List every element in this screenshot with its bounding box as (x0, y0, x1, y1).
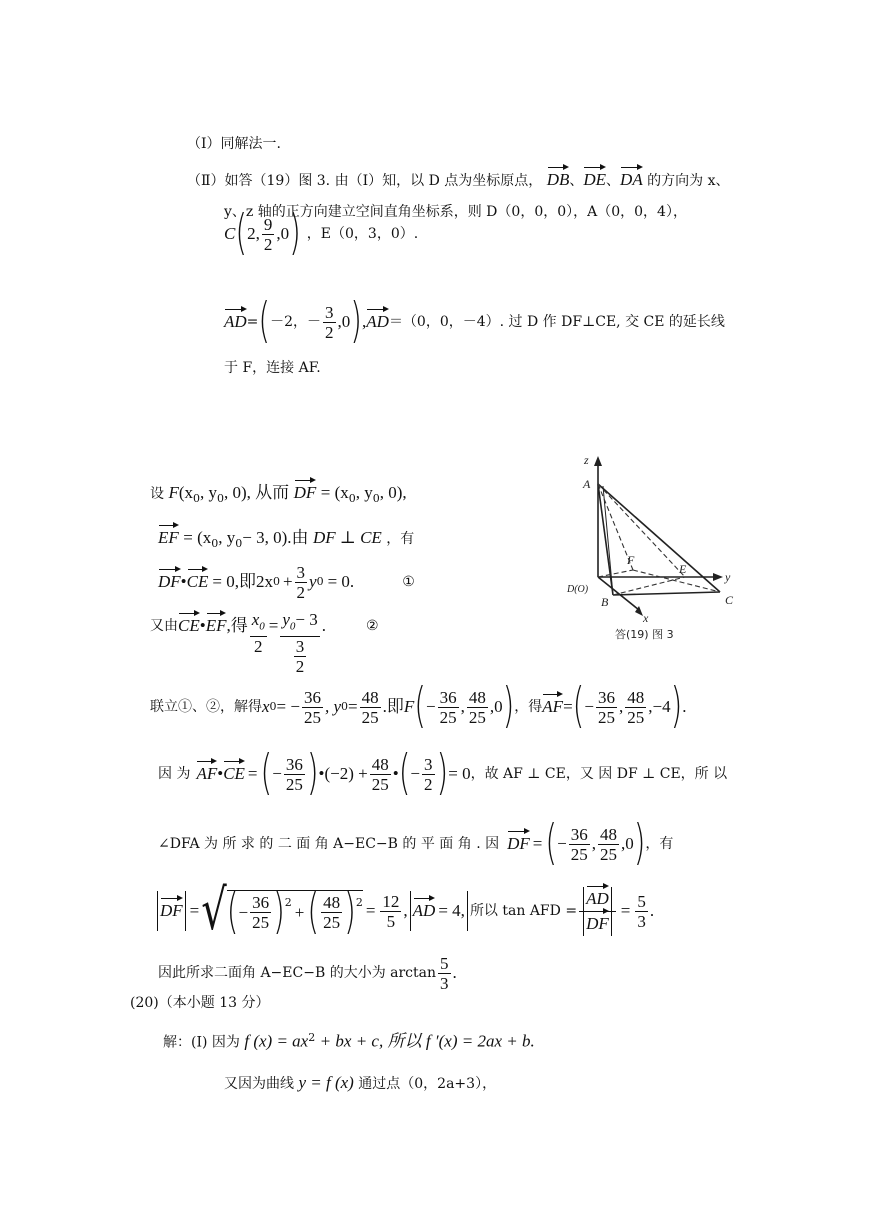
q20-title (130, 993, 269, 1013)
joint-text: ，得 (514, 699, 543, 715)
vector-df: DF (160, 901, 183, 920)
separator: 、 (606, 173, 621, 189)
denominator: 2 (263, 234, 273, 254)
marker-1: ① (402, 574, 415, 590)
joint-text: 联立①、②，解得 (150, 699, 262, 715)
vector-af: AF (542, 697, 564, 716)
equals: = (246, 314, 259, 330)
label-y: y (725, 570, 731, 584)
edge-ae (598, 484, 685, 577)
coord: ,0 (276, 224, 290, 243)
coord: －2，－ (270, 314, 322, 330)
y-arrow-icon (713, 573, 723, 581)
vector-ad: AD (412, 901, 436, 920)
part2-text: （Ⅱ）如答（19）图 3. 由（Ⅰ）知，以 D 点为坐标原点， (187, 173, 543, 189)
sqrt: √ ( − $\frac{36}{25}$ ) $^2$ + ( 48 25 ) $^2$ (201, 878, 363, 944)
vector-af: AF (196, 764, 218, 783)
paren: ) (350, 293, 363, 350)
edge-shade (603, 486, 613, 595)
vector-ce: CE (178, 616, 200, 635)
solve-text: 设 (150, 486, 164, 502)
point-f: F (168, 483, 179, 502)
because-line: 因 为 AF • CE = ( − $\frac{36}{25}$ ) •(−2) + $\frac{48}{25}$ • ( − $\frac{3}{2}$ ) = 0 ，故 AF ⊥ CE，又 因 DF ⊥ CE，所 以 (158, 745, 728, 802)
part1-text: （Ⅰ）同解法一. (187, 136, 281, 152)
fraction: $\frac{x_0}{2}$ (251, 610, 265, 657)
ad-text: 于 F，连接 AF. (224, 360, 321, 376)
joint-line: 联立①、②，解得 x 0 = − $\frac{36}{25}$ , y 0 = $\frac{48}{25}$ .即 F ( − $\frac{36}{25}$ , 48 25 ,0 ) ，得 AF = ( − $\frac{36}{25}$ , 48 25 ,−4 ) . (150, 678, 687, 735)
label-c: C (725, 593, 734, 607)
vector-df: DF (158, 572, 181, 591)
part2-text: ，E（0，3，0）. (306, 226, 419, 242)
vector-ad: AD (366, 312, 389, 331)
z-arrow-icon (594, 456, 602, 466)
fraction: $y_0- 3$ 3 2 (282, 610, 318, 677)
because-text: 因 为 (158, 766, 191, 782)
numerator: 9 (263, 214, 273, 234)
coord: 2, (247, 224, 260, 243)
vector-db: DB (546, 170, 570, 189)
label-e: E (679, 562, 687, 576)
figure-3d (555, 452, 745, 644)
q20-text: 通过点（0，2a+3）， (358, 1076, 497, 1092)
figure-caption: 答(19) 图 3 (615, 628, 674, 641)
fraction (323, 303, 336, 342)
fraction: $\frac{3}{2}$ (296, 562, 306, 602)
vector-ad: AD (224, 312, 247, 331)
part1-line (187, 134, 281, 154)
vector-ef: EF (158, 528, 179, 547)
because-text: ，故 AF ⊥ CE，又 因 DF ⊥ CE，所 以 (470, 766, 728, 782)
angle-text: ∠DFA 为 所 求 的 二 面 角 A−EC−B 的 平 面 角 . 因 (158, 836, 500, 852)
conclusion-text: 因此所求二面角 A−EC−B 的大小为 arctan (158, 965, 437, 981)
label-b: B (601, 595, 609, 609)
ad-text: ＝（0，0，－4）. 过 D 作 DF⊥CE, 交 CE 的延长线 (388, 314, 725, 330)
vector-ef: EF (205, 616, 227, 635)
part2-line3 (224, 205, 419, 262)
conclusion-line: 因此所求二面角 A−EC−B 的大小为 arctan 5 3 . (158, 953, 457, 993)
perp-condition: DF ⊥ CE (312, 528, 382, 547)
vector-ce: CE (223, 764, 245, 783)
solve-text: 又由 (150, 618, 178, 634)
denominator: 2 (325, 322, 334, 342)
q20-text: 又因为曲线 (224, 1076, 294, 1092)
part2-text: y、z 轴的正方向建立空间直角坐标系，则 D（0，0，0），A（0，0，4）， (224, 204, 687, 220)
solve-text: ，有 (386, 531, 415, 547)
solve-line2: EF = ($x_0$, $y_0- 3$, 0).由 DF ⊥ CE ，有 (158, 528, 415, 550)
norm-text: 所以 tan AFD = (469, 903, 578, 919)
solve-line3: DF • CE = 0,即2x 0 + $\frac{3}{2}$ y 0 = 0. ① (158, 562, 415, 602)
fraction: $\frac{AD}{DF}$ (579, 887, 616, 936)
label-d: D(O) (567, 584, 589, 595)
edge-bc (613, 592, 720, 595)
angle-line: ∠DFA 为 所 求 的 二 面 角 A−EC−B 的 平 面 角 . 因 DF = ( − $\frac{36}{25}$ , 48 25 ,0 ) ，有 (158, 815, 674, 872)
vector-df: DF (293, 483, 317, 502)
edge-be (613, 577, 685, 595)
paren: ( (258, 293, 271, 350)
vector-ce: CE (186, 572, 209, 591)
vector-da: DA (620, 170, 643, 189)
norm-line: DF = √ ( − $\frac{36}{25}$ ) $^2$ + ( 48 25 ) $^2$ = $\frac{12}{5}$ , AD = 4, 所以 tan AFD = $\frac{AD}{DF}$ = $\frac{5}{3}$ . (155, 880, 654, 942)
part2-line1 (187, 170, 730, 191)
vector-df: DF (507, 834, 530, 853)
paren: ( (235, 205, 248, 262)
angle-text: ，有 (645, 836, 674, 852)
solve-line1: 设 $F(x_0$, $y_0$, 0), 从而 DF = ($x_0$, $y_0$, 0), (150, 483, 407, 505)
solve-line4: 又由 CE • EF ,得 $\frac{x_0}{2}$ = $y_0- 3$ 3 2 . ② (150, 610, 379, 677)
separator: 、 (569, 173, 584, 189)
edge-df (598, 570, 633, 577)
label-z: z (584, 453, 589, 467)
q20-text: 解：(Ⅰ) 因为 (163, 1034, 240, 1051)
label-f: F (627, 553, 635, 567)
q20-line2: 又因为曲线 y = f (x) 通过点（0，2a+3）， (224, 1073, 497, 1092)
point-c: C (224, 224, 236, 243)
vector-de: DE (583, 170, 607, 189)
paren: ) (289, 205, 301, 262)
label-x: x (643, 611, 649, 625)
question-title: (20)（本小题 13 分） (130, 995, 270, 1011)
coord: ,0 (337, 312, 351, 331)
ad-line: AD = ( －2，－ $\frac{3}{2}$ ,0 ) , AD ＝（0，0，－4）. 过 D 作 DF⊥CE, 交 CE 的延长线 (224, 293, 725, 350)
ad-line2 (224, 358, 321, 378)
label-a: A (583, 477, 591, 491)
part2-text: 的方向为 x、 (647, 173, 730, 189)
numerator: 3 (325, 302, 334, 322)
q20-line1: 解：(Ⅰ) 因为 f $(x) = ax^2$ + bx + c, 所以 f ′(x) = 2ax + b. (163, 1031, 535, 1051)
fraction (262, 215, 275, 254)
marker-2: ② (366, 618, 379, 634)
edge-ac (598, 484, 720, 592)
